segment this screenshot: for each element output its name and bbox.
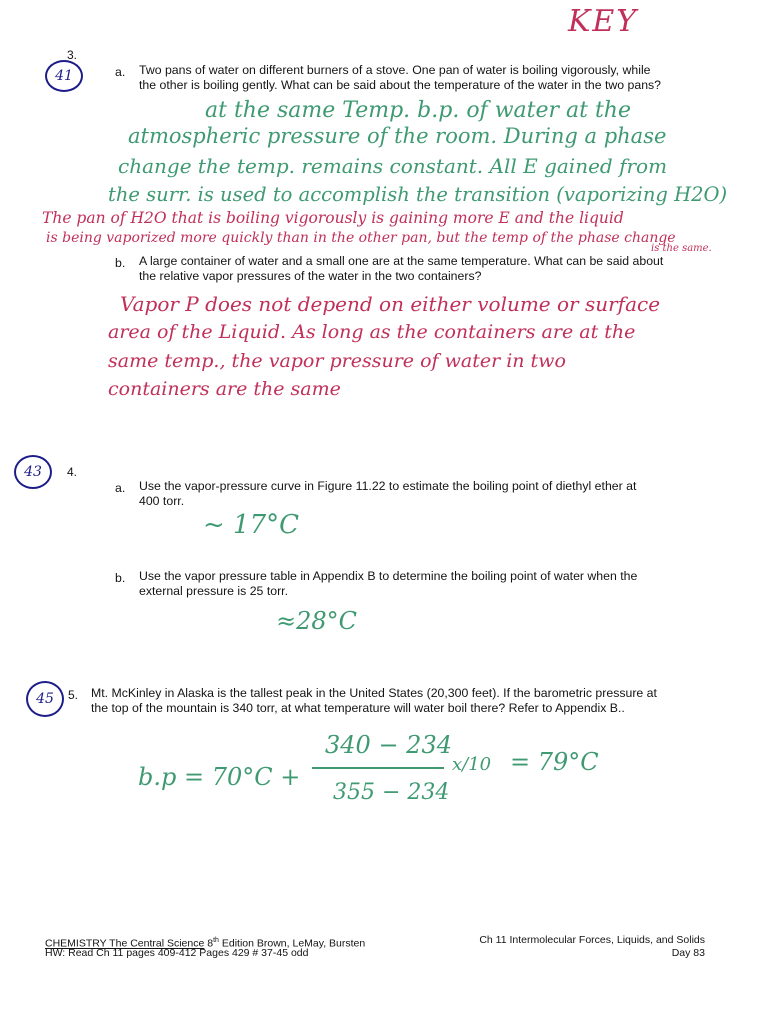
footer-chapter: Ch 11 Intermolecular Forces, Liquids, and Solids bbox=[479, 934, 705, 946]
question-4b-text-line-1: Use the vapor pressure table in Appendix B to determine the boiling point of water when the bbox=[139, 569, 638, 583]
circled-problem-41 bbox=[45, 60, 83, 92]
question-5-number: 5. bbox=[68, 688, 79, 702]
question-3-number: 3. bbox=[67, 48, 78, 62]
question-5-text-line-2: the top of the mountain is 340 torr, at what temperature will water boil there? Refer to Appendix B.. bbox=[91, 701, 625, 715]
work-5-fraction-bar bbox=[312, 767, 444, 769]
circled-problem-43-label: 43 bbox=[24, 464, 42, 480]
question-4b-text-line-2: external pressure is 25 torr. bbox=[139, 584, 288, 598]
answer-3b-line-2: area of the Liquid. As long as the containers are at the bbox=[108, 321, 636, 343]
footer-edition-number: 8 bbox=[207, 937, 214, 950]
circled-problem-43 bbox=[14, 455, 52, 489]
work-5-result: = 79°C bbox=[510, 748, 599, 776]
answer-3a-green-line-3: change the temp. remains constant. All E gained from bbox=[118, 154, 668, 178]
answer-4a: ~ 17°C bbox=[203, 510, 300, 540]
work-5-multiplier: x/10 bbox=[452, 754, 492, 775]
answer-3a-green-line-1: at the same Temp. b.p. of water at the bbox=[205, 98, 631, 123]
question-3b-text-line-2: the relative vapor pressures of the water in the two containers? bbox=[139, 269, 482, 283]
question-5-text-line-1: Mt. McKinley in Alaska is the tallest peak in the United States (20,300 feet). If the barometric pressure at bbox=[91, 686, 657, 700]
circled-problem-45 bbox=[26, 681, 64, 717]
work-5-denominator: 355 − 234 bbox=[333, 780, 450, 805]
footer-edition-rest: Edition Brown, LeMay, Bursten bbox=[218, 937, 366, 950]
question-4a-text-line-2: 400 torr. bbox=[139, 494, 185, 508]
question-3b-letter: b. bbox=[115, 256, 126, 270]
footer-day: Day 83 bbox=[671, 947, 705, 959]
answer-3a-red-line-1: The pan of H2O that is boiling vigorously is gaining more E and the liquid bbox=[42, 209, 624, 227]
question-4-number: 4. bbox=[67, 465, 78, 479]
question-3a-letter: a. bbox=[115, 65, 126, 79]
question-3b-text-line-1: A large container of water and a small one are at the same temperature. What can be said about bbox=[139, 254, 664, 268]
circled-problem-41-label: 41 bbox=[55, 68, 73, 84]
circled-problem-45-label: 45 bbox=[36, 691, 54, 707]
question-4a-text-line-1: Use the vapor-pressure curve in Figure 11.22 to estimate the boiling point of diethyl ether at bbox=[139, 479, 637, 493]
answer-3a-green-line-2: atmospheric pressure of the room. During a phase bbox=[128, 124, 667, 148]
answer-3a-green-line-4: the surr. is used to accomplish the transition (vaporizing H2O) bbox=[108, 183, 728, 206]
question-4b-letter: b. bbox=[115, 571, 126, 585]
answer-3b-line-4: containers are the same bbox=[108, 378, 341, 400]
answer-3b-line-3: same temp., the vapor pressure of water in two bbox=[108, 350, 566, 372]
answer-3a-red-line-2: is being vaporized more quickly than in the other pan, but the temp of the phase change bbox=[46, 230, 676, 246]
answer-4b: ≈28°C bbox=[276, 607, 358, 635]
work-5-lhs: b.p = 70°C + bbox=[138, 763, 301, 791]
question-3a-text-line-2: the other is boiling gently. What can be said about the temperature of the water in the two pans? bbox=[139, 78, 662, 92]
key-mark: KEY bbox=[568, 4, 639, 39]
question-3a-text-line-1: Two pans of water on different burners of a stove. One pan of water is boiling vigorously, while bbox=[139, 63, 651, 77]
work-5-numerator: 340 − 234 bbox=[325, 731, 452, 759]
question-4a-letter: a. bbox=[115, 481, 126, 495]
footer-edition-sup: th bbox=[213, 937, 219, 944]
footer-homework-line: HW: Read Ch 11 pages 409-412 Pages 429 # 37-45 odd bbox=[45, 947, 309, 959]
answer-3b-line-1: Vapor P does not depend on either volume or surface bbox=[120, 292, 661, 316]
footer-book-title: CHEMISTRY The Central Science bbox=[45, 937, 205, 950]
answer-3a-red-line-3: is the same. bbox=[651, 243, 712, 254]
